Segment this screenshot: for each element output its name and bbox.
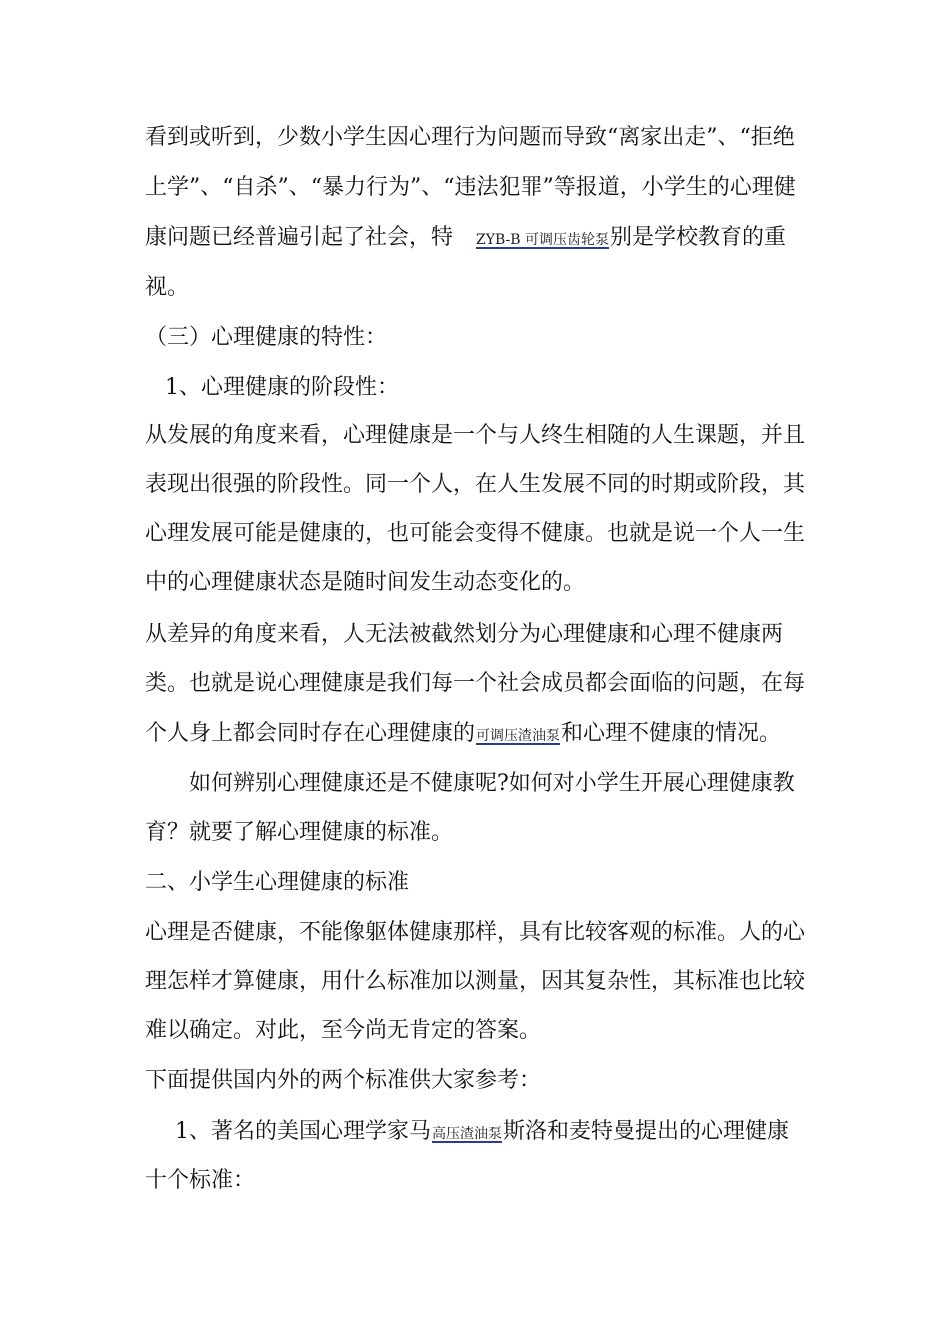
text-line [145, 220, 815, 256]
subsection-heading: 1、心理健康的阶段性： [165, 375, 399, 400]
hyperlink-gear-pump[interactable]: ZYB-B 可调压齿轮泵 [476, 232, 610, 248]
text-segment: 1、著名的美国心理学家马 [175, 1119, 431, 1144]
text-line: 看到或听到，少数小学生因心理行为问题而导致“离家出走”、“拒绝 [145, 125, 795, 150]
text-line [175, 1114, 845, 1150]
text-line: 视。 [145, 275, 190, 300]
text-line: 十个标准： [145, 1168, 256, 1193]
text-line: 上学”、“自杀”、“暴力行为”、“违法犯罪”等报道，小学生的心理健 [145, 175, 796, 200]
text-line: 中的心理健康状态是随时间发生动态变化的。 [145, 570, 586, 595]
text-line: 从差异的角度来看，人无法被截然划分为心理健康和心理不健康两 [145, 622, 784, 647]
text-line: 心理发展可能是健康的，也可能会变得不健康。也就是说一个人一生 [145, 521, 806, 546]
text-line: 心理是否健康，不能像躯体健康那样，具有比较客观的标准。人的心 [145, 920, 806, 945]
text-line: 理怎样才算健康，用什么标准加以测量，因其复杂性，其标准也比较 [145, 969, 806, 994]
section-heading: 二、小学生心理健康的标准 [145, 870, 410, 895]
text-line: 下面提供国内外的两个标准供大家参考： [145, 1068, 542, 1093]
text-line: 难以确定。对此，至今尚无肯定的答案。 [145, 1018, 542, 1043]
hyperlink-high-pressure-oil-pump[interactable]: 高压渣油泵 [432, 1126, 502, 1142]
text-segment: 个人身上都会同时存在心理健康的 [145, 721, 476, 746]
text-segment: 和心理不健康的情况。 [561, 721, 782, 746]
text-line: 从发展的角度来看，心理健康是一个与人终生相随的人生课题，并且 [145, 423, 806, 448]
text-line: 表现出很强的阶段性。同一个人，在人生发展不同的时期或阶段，其 [145, 472, 806, 497]
section-heading: （三）心理健康的特性： [145, 325, 388, 350]
text-line: 育？就要了解心理健康的标准。 [145, 820, 454, 845]
text-line: 类。也就是说心理健康是我们每一个社会成员都会面临的问题，在每 [145, 671, 806, 696]
hyperlink-residue-oil-pump[interactable]: 可调压渣油泵 [476, 728, 561, 744]
text-segment: 别是学校教育的重 [610, 225, 787, 250]
text-line [145, 716, 815, 752]
text-segment: 康问题已经普遍引起了社会，特 [145, 225, 454, 250]
text-line: 如何辨别心理健康还是不健康呢?如何对小学生开展心理健康教 [189, 771, 795, 796]
text-segment: 斯洛和麦特曼提出的心理健康 [503, 1119, 790, 1144]
